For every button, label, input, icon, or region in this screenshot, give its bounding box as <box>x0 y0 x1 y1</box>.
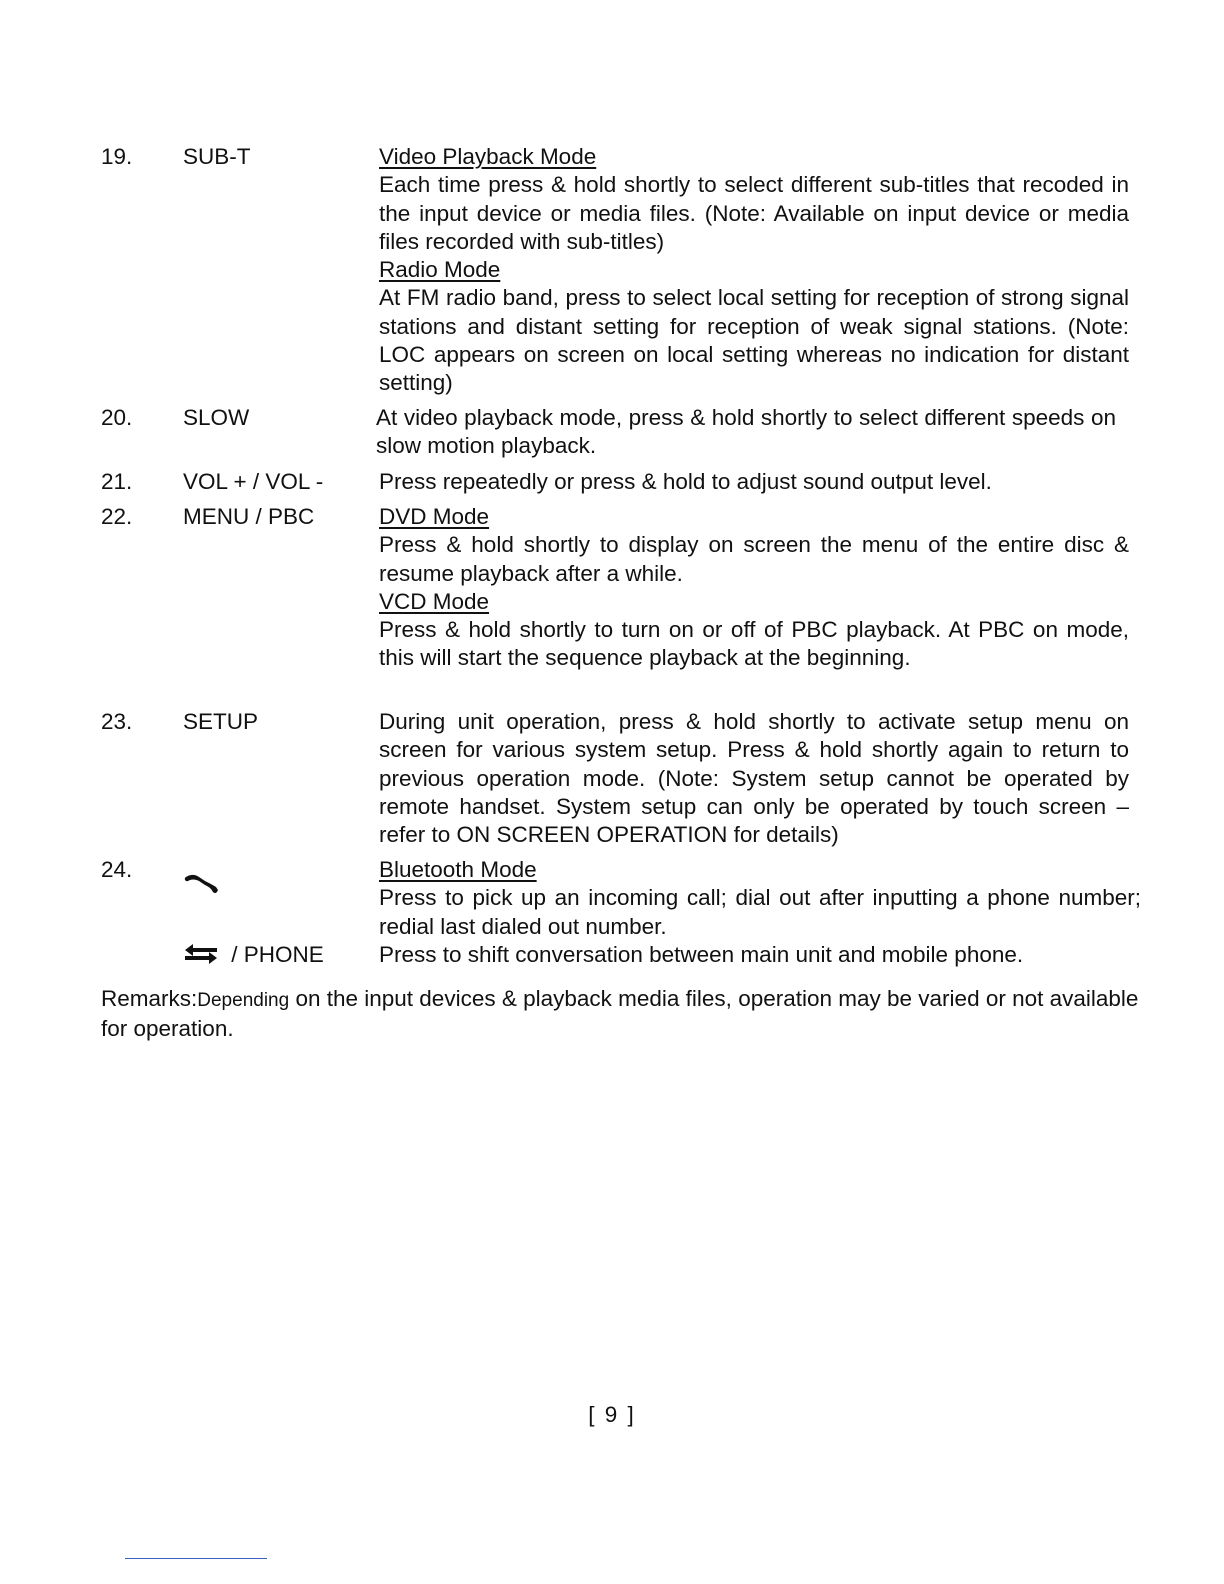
phone-handset-icon <box>183 868 223 903</box>
entry-19 <box>101 143 1141 398</box>
remarks-first-word: Depending <box>197 990 290 1011</box>
entry-description <box>379 708 1129 849</box>
entry-description <box>376 404 1116 461</box>
mode-heading: Radio Mode <box>379 257 501 283</box>
mode-heading: DVD Mode <box>379 504 490 529</box>
entry-description <box>379 468 1129 496</box>
entry-number: 19. <box>101 144 133 169</box>
description-text: At FM radio band, press to select local setting for reception of strong signal stations and distant setting for reception of weak signal stations. (Note: LOC appears on screen on local setting whereas no indication for distant setting) <box>379 285 1129 396</box>
remarks-label: Remarks: <box>101 986 198 1011</box>
description-text: At video playback mode, press & hold shortly to select different speeds on slow motion playback. <box>376 405 1116 459</box>
entry-description <box>379 143 1129 398</box>
description-text: Each time press & hold shortly to select different sub-titles that recoded in the input device or media files. (Note: Available on input device or media files recorded with sub-titles) <box>379 172 1129 254</box>
entry-number: 22. <box>101 504 133 529</box>
entry-number: 21. <box>101 469 133 494</box>
mode-heading: Video Playback Mode <box>379 144 597 169</box>
description-text: Press to shift conversation between main unit and mobile phone. <box>379 942 1024 967</box>
entry-23 <box>101 708 1141 849</box>
entry-22 <box>101 503 1141 673</box>
entry-number: 23. <box>101 709 133 734</box>
button-name-menu-pbc: MENU / PBC <box>183 504 315 529</box>
description-text: During unit operation, press & hold shortly to activate setup menu on screen for various system setup. Press & hold shortly again to return to previous operation mode. (Note: System setup cannot be operated by remote handset. System setup can only be operated by touch screen – refer to ON SCREEN OPERATION for details) <box>379 709 1129 848</box>
transfer-arrows-icon <box>183 942 231 967</box>
button-name-sub-t: SUB-T <box>183 144 251 169</box>
mode-heading: Bluetooth Mode <box>379 857 537 882</box>
entry-number: 20. <box>101 405 133 430</box>
entry-number: 24. <box>101 857 133 882</box>
description-text: Press to pick up an incoming call; dial out after inputting a phone number; redial last dialed out number. <box>379 885 1141 939</box>
description-text: Press & hold shortly to display on screen the menu of the entire disc & resume playback after a while. <box>379 532 1129 586</box>
description-text: Press repeatedly or press & hold to adjust sound output level. <box>379 469 992 494</box>
description-text: Press & hold shortly to turn on or off of PBC playback. At PBC on mode, this will start the sequence playback at the beginning. <box>379 617 1129 671</box>
remarks-note <box>101 985 1141 1044</box>
footer-rule <box>125 1558 267 1559</box>
page-number: [ 9 ] <box>588 1402 636 1427</box>
button-name-phone: / PHONE <box>231 942 324 967</box>
entry-20 <box>101 404 1141 461</box>
button-name-slow: SLOW <box>183 405 250 430</box>
entry-phone-transfer <box>101 941 1141 969</box>
entry-21 <box>101 468 1141 496</box>
entry-description <box>379 941 1141 969</box>
entry-description <box>379 503 1129 673</box>
entry-24 <box>101 856 1141 941</box>
remarks-text: on the input devices & playback media files, operation may be varied or not available for operation. <box>101 986 1139 1042</box>
mode-heading: VCD Mode <box>379 588 490 614</box>
entry-description <box>379 856 1141 941</box>
transfer-key <box>183 941 324 969</box>
button-name-setup: SETUP <box>183 709 259 734</box>
button-name-vol: VOL + / VOL - <box>183 469 324 494</box>
